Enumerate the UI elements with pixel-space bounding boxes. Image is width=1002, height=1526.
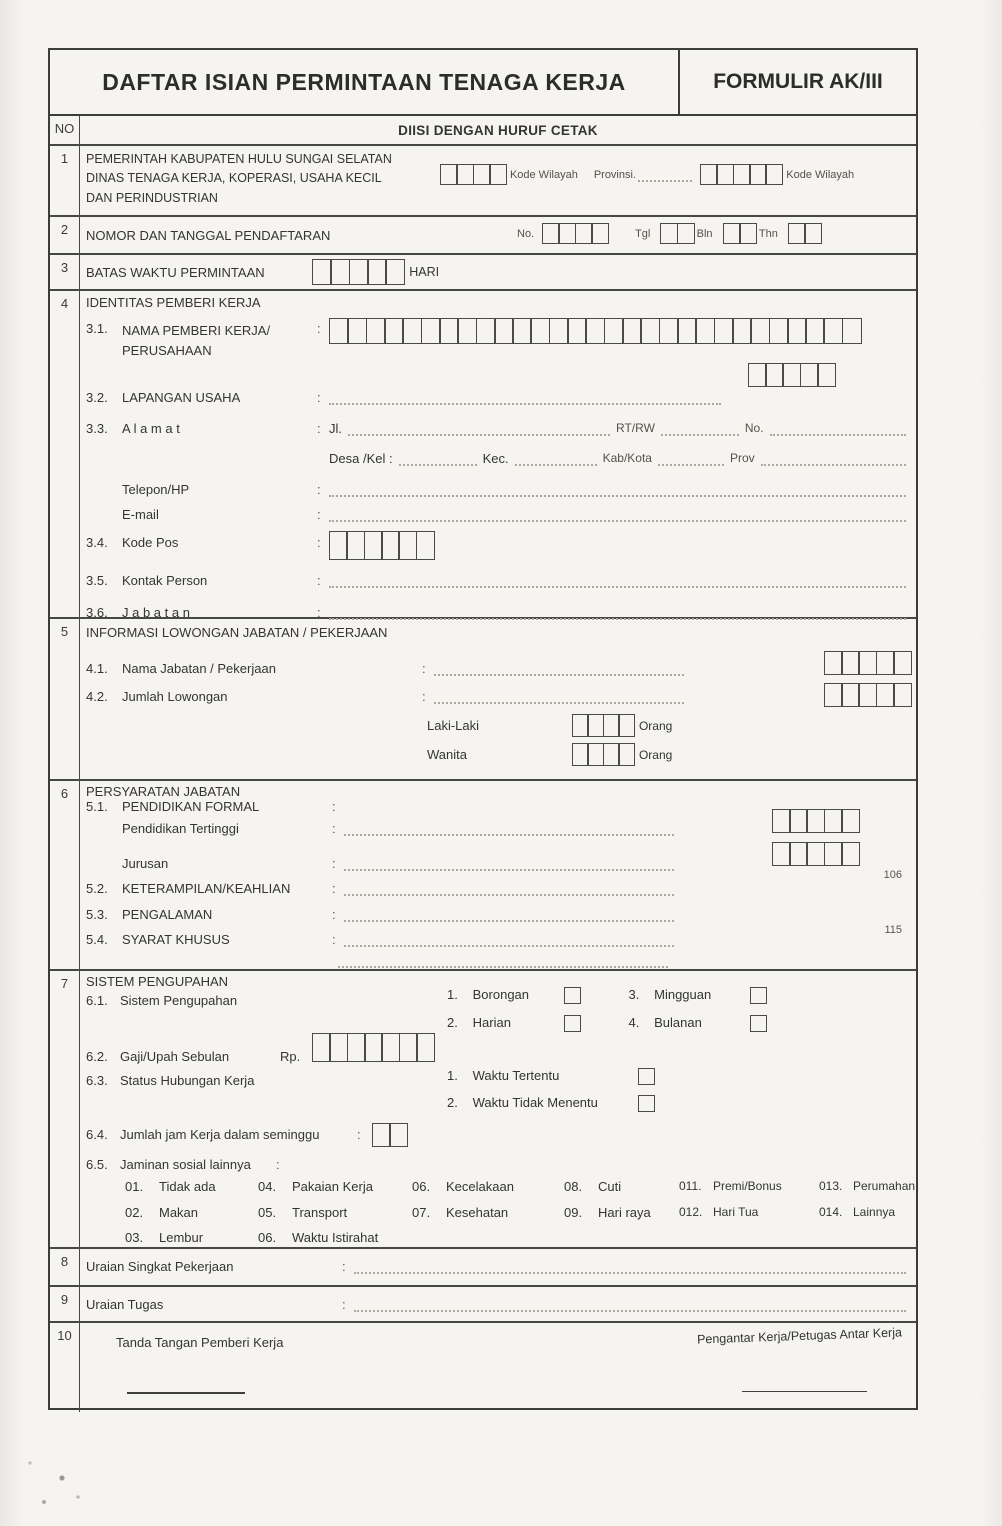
email-label: E-mail xyxy=(122,507,159,522)
mingguan-label: Mingguan xyxy=(654,987,712,1002)
jurusan-fill-line xyxy=(344,856,674,871)
form-header xyxy=(50,50,916,116)
row9-number: 9 xyxy=(50,1287,80,1321)
bulan-boxes xyxy=(723,223,757,244)
kode-wilayah-kab-boxes xyxy=(440,164,507,185)
row7-number: 7 xyxy=(50,971,80,1247)
field-alamat-line2 xyxy=(323,445,916,475)
i52-label: KETERAMPILAN/KEAHLIAN xyxy=(122,881,291,896)
persyaratan-title: PERSYARATAN JABATAN xyxy=(86,784,241,799)
i61-number: 6.1. xyxy=(86,993,108,1008)
jumlah-lowongan-fill-line xyxy=(434,689,684,704)
desa-label: Desa /Kel : xyxy=(329,451,393,466)
keterampilan-code: 106 xyxy=(883,869,902,881)
thn-label: Thn xyxy=(758,227,778,240)
email-fill-line xyxy=(329,507,906,522)
pay-option-row1: 1. Borongan 3. Mingguan xyxy=(447,987,767,1004)
jaminan-kesehatan: Kesehatan xyxy=(446,1205,509,1220)
pengantar-kerja-label: Pengantar Kerja/Petugas Antar Kerja xyxy=(696,1325,903,1347)
hari-label: HARI xyxy=(409,265,440,279)
provinsi-label: Provinsi. xyxy=(593,168,636,181)
prov-label: Prov xyxy=(729,451,755,465)
nama-jabatan-boxes xyxy=(824,651,912,675)
provinsi-fill-line xyxy=(638,167,692,182)
no-label: No. xyxy=(517,227,535,240)
jaminan-transport: Transport xyxy=(292,1205,348,1220)
jumlah-lowongan-boxes xyxy=(824,683,912,707)
i62-label: Gaji/Upah Sebulan xyxy=(120,1049,230,1064)
wanita-orang-label: Orang xyxy=(638,747,673,762)
jurusan-boxes xyxy=(772,842,860,866)
i33-number: 3.3. xyxy=(86,421,108,436)
i65-label: Jaminan sosial lainnya xyxy=(120,1157,251,1172)
bulanan-label: Bulanan xyxy=(654,1015,702,1030)
i42-label: Jumlah Lowongan xyxy=(122,689,228,704)
deadline-fields xyxy=(312,259,439,285)
alamat-no-label: No. xyxy=(744,421,764,435)
waktu-tidak-menentu-checkbox xyxy=(638,1095,655,1112)
field-kode-pos: 3.4. Kode Pos : xyxy=(80,525,916,570)
i31-label: NAMA PEMBERI KERJA/ PERUSAHAAN xyxy=(122,323,271,358)
syarat-khusus-extra-line xyxy=(338,953,916,971)
agency-name xyxy=(86,150,392,208)
nama-pemberi-kerja-boxes xyxy=(329,318,862,344)
pendidikan-boxes xyxy=(772,809,860,833)
desa-fill-line xyxy=(399,451,477,466)
laki-laki-label: Laki-Laki xyxy=(427,718,480,733)
lapangan-usaha-boxes xyxy=(748,363,836,387)
i64-number: 6.4. xyxy=(86,1127,108,1142)
i65-number: 6.5. xyxy=(86,1157,108,1172)
field-pengalaman: 5.3. PENGALAMAN : xyxy=(80,903,916,928)
deadline-boxes xyxy=(312,259,405,285)
wanita-label: Wanita xyxy=(427,747,467,762)
rp-label: Rp. xyxy=(280,1049,301,1064)
field-syarat-khusus: 5.4. SYARAT KHUSUS : xyxy=(80,928,916,953)
jaminan-cuti: Cuti xyxy=(598,1179,622,1194)
tanda-tangan-label: Tanda Tangan Pemberi Kerja xyxy=(116,1335,284,1350)
alamat-no-fill-line xyxy=(770,421,906,436)
bulanan-checkbox xyxy=(750,1015,767,1032)
field-jumlah-lowongan: 4.2. Jumlah Lowongan : xyxy=(80,687,916,711)
field-email: E-mail : xyxy=(80,503,916,525)
registration-label: NOMOR DAN TANGGAL PENDAFTARAN xyxy=(86,228,331,243)
registration-fields xyxy=(517,223,822,244)
i51-number: 5.1. xyxy=(86,799,108,814)
pendidikan-fill-line xyxy=(344,821,674,836)
row-identitas xyxy=(50,291,916,619)
kabkota-label: Kab/Kota xyxy=(602,451,652,465)
row2-number: 2 xyxy=(50,217,80,253)
tgl-label: Tgl xyxy=(635,227,651,240)
i36-number: 3.6. xyxy=(86,605,108,620)
waktu-tidak-menentu-label: Waktu Tidak Menentu xyxy=(472,1095,598,1110)
kabkota-fill-line xyxy=(658,451,724,466)
i32-number: 3.2. xyxy=(86,390,108,405)
field-telepon: Telepon/HP : xyxy=(80,475,916,503)
row1-number: 1 xyxy=(50,146,80,215)
field-lapangan-usaha: 3.2. LAPANGAN USAHA : xyxy=(80,378,916,415)
agency-line3: DAN PERINDUSTRIAN xyxy=(86,190,218,205)
no-column-header: NO xyxy=(50,116,80,144)
uraian-tugas-fill-line xyxy=(354,1297,906,1312)
i35-label: Kontak Person xyxy=(122,573,208,588)
syarat-khusus-fill-line xyxy=(344,932,674,947)
jaminan-waktu-istirahat: Waktu Istirahat xyxy=(292,1230,379,1245)
row10-number: 10 xyxy=(50,1323,80,1412)
field-wanita xyxy=(427,740,916,769)
agency-line1: PEMERINTAH KABUPATEN HULU SUNGAI SELATAN xyxy=(86,152,392,166)
kec-fill-line xyxy=(515,451,597,466)
jaminan-premi-bonus: Premi/Bonus xyxy=(713,1179,782,1193)
uraian-singkat-fill-line xyxy=(354,1259,906,1274)
tanggal-boxes xyxy=(660,223,694,244)
field-nama-jabatan: 4.1. Nama Jabatan / Pekerjaan : xyxy=(80,649,916,687)
form-ak3 xyxy=(48,48,918,1410)
i34-number: 3.4. xyxy=(86,535,108,550)
row-agency xyxy=(50,146,916,217)
jaminan-perumahan: Perumahan xyxy=(853,1179,916,1193)
field-jabatan: 3.6. J a b a t a n : xyxy=(80,603,916,623)
kode-pos-boxes xyxy=(329,531,435,560)
i32-label: LAPANGAN USAHA xyxy=(122,390,241,405)
registration-number-boxes xyxy=(542,223,609,244)
jurusan-label: Jurusan xyxy=(122,856,169,871)
i63-label: Status Hubungan Kerja xyxy=(120,1073,255,1088)
i41-number: 4.1. xyxy=(86,661,108,676)
jl-label: Jl. xyxy=(329,421,342,436)
i36-label: J a b a t a n xyxy=(122,605,190,620)
pengalaman-fill-line xyxy=(344,907,674,922)
i61-label: Sistem Pengupahan xyxy=(120,993,238,1008)
prov-fill-line xyxy=(761,451,906,466)
i51-label: PENDIDIKAN FORMAL xyxy=(122,799,260,814)
jaminan-makan: Makan xyxy=(159,1205,199,1220)
pengupahan-title: SISTEM PENGUPAHAN xyxy=(86,974,229,989)
lowongan-title: INFORMASI LOWONGAN JABATAN / PEKERJAAN xyxy=(86,625,388,640)
row-signatures xyxy=(50,1323,916,1412)
i54-number: 5.4. xyxy=(86,932,108,947)
jaminan-hari-tua: Hari Tua xyxy=(713,1205,759,1219)
region-code-group xyxy=(440,164,854,185)
field-nama-pemberi-kerja: 3.1. NAMA PEMBERI KERJA/ PERUSAHAAN : xyxy=(80,311,916,378)
jaminan-row1: 01. Tidak ada 04. Pakaian Kerja 06. Kecelakaan 08. Cuti 011. Premi/Bonus 013. Perumahan xyxy=(125,1179,916,1194)
jaminan-lembur: Lembur xyxy=(159,1230,204,1245)
harian-label: Harian xyxy=(472,1015,511,1030)
i33-label: A l a m a t xyxy=(122,421,180,436)
borongan-label: Borongan xyxy=(472,987,530,1002)
uraian-singkat-label: Uraian Singkat Pekerjaan xyxy=(86,1259,234,1274)
row-lowongan xyxy=(50,619,916,781)
jaminan-pakaian-kerja: Pakaian Kerja xyxy=(292,1179,373,1194)
jaminan-kecelakaan: Kecelakaan xyxy=(446,1179,514,1194)
field-pendidikan-tertinggi: Pendidikan Tertinggi : xyxy=(80,821,916,850)
field-keterampilan: 5.2. KETERAMPILAN/KEAHLIAN : xyxy=(80,876,916,903)
field-alamat: 3.3. A l a m a t : Jl. RT/RW No. xyxy=(80,415,916,445)
instruction-text: DIISI DENGAN HURUF CETAK xyxy=(398,122,598,138)
jaminan-lainnya: Lainnya xyxy=(853,1205,896,1219)
row6-number: 6 xyxy=(50,781,80,969)
i31-number: 3.1. xyxy=(86,321,108,336)
jaminan-hari-raya: Hari raya xyxy=(598,1205,651,1220)
pendidikan-tertinggi-label: Pendidikan Tertinggi xyxy=(122,821,239,836)
waktu-tertentu-label: Waktu Tertentu xyxy=(472,1068,560,1083)
signature-line-left xyxy=(127,1392,245,1394)
borongan-checkbox xyxy=(564,987,581,1004)
signature-line-right xyxy=(742,1391,867,1392)
field-laki-laki xyxy=(427,711,916,740)
row-pengupahan: 7 SISTEM PENGUPAHAN 6.1. Sistem Pengupahan 1. Borongan 3. Mingguan 2. Harian 4. Bulanan 6.2. Gaji/Upah Sebulan Rp. 6.3. Status Hubungan Kerja 1. Waktu Tertentu 2. Waktu Tidak Menentu 6.4. Jumlah jam Kerja dalam seminggu : 6.5. Jaminan sosial lainnya : 01. Tidak ada 04. Pakaian Kerja 06. Kecelakaan 08. Cuti 011. Premi/Bonus 013. Perumahan 02. Makan 05. Transport 07. Kesehatan 09. Hari raya 012. Hari Tua 014. Lainnya 03. Lembur 06. Waktu Istirahat xyxy=(50,971,916,1249)
agency-line2: DINAS TENAGA KERJA, KOPERASI, USAHA KECIL xyxy=(86,171,382,186)
laki-orang-label: Orang xyxy=(638,718,673,733)
kode-wilayah2-label: Kode Wilayah xyxy=(786,168,855,181)
harian-checkbox xyxy=(564,1015,581,1032)
row-registration xyxy=(50,217,916,255)
form-code: FORMULIR AK/III xyxy=(678,50,916,114)
syarat-khusus-code: 115 xyxy=(884,924,902,936)
nama-jabatan-fill-line xyxy=(434,661,684,676)
rtrw-label: RT/RW xyxy=(616,421,655,435)
jalan-fill-line xyxy=(348,421,610,436)
pay-option-row2: 2. Harian 4. Bulanan xyxy=(447,1015,767,1032)
row4-number: 4 xyxy=(50,291,80,617)
telepon-fill-line xyxy=(329,482,906,497)
deadline-label: BATAS WAKTU PERMINTAAN xyxy=(86,265,265,280)
i53-label: PENGALAMAN xyxy=(122,907,213,922)
i41-label: Nama Jabatan / Pekerjaan xyxy=(122,661,276,676)
i52-number: 5.2. xyxy=(86,881,108,896)
i35-number: 3.5. xyxy=(86,573,108,588)
kontak-person-fill-line xyxy=(329,573,906,588)
identitas-title: IDENTITAS PEMBERI KERJA xyxy=(86,295,261,310)
mingguan-checkbox xyxy=(750,987,767,1004)
row-uraian-tugas: 9 Uraian Tugas : xyxy=(50,1287,916,1323)
waktu-tertentu-checkbox xyxy=(638,1068,655,1085)
gaji-boxes xyxy=(312,1033,435,1062)
i34-label: Kode Pos xyxy=(122,535,179,550)
row5-number: 5 xyxy=(50,619,80,779)
keterampilan-fill-line xyxy=(344,881,674,896)
row-persyaratan xyxy=(50,781,916,971)
i54-label: SYARAT KHUSUS xyxy=(122,932,230,947)
bln-label: Bln xyxy=(696,227,713,240)
jaminan-tidak-ada: Tidak ada xyxy=(159,1179,216,1194)
tahun-boxes xyxy=(788,223,822,244)
kode-wilayah-label: Kode Wilayah xyxy=(509,168,578,181)
row-uraian-singkat: 8 Uraian Singkat Pekerjaan : xyxy=(50,1249,916,1287)
status-option-row1: 1. Waktu Tertentu xyxy=(447,1068,655,1085)
field-kontak-person: 3.5. Kontak Person : xyxy=(80,570,916,603)
field-jurusan: Jurusan : xyxy=(80,850,916,876)
instruction-row xyxy=(50,116,916,146)
rtrw-fill-line xyxy=(661,421,739,436)
field-pendidikan-formal: 5.1. PENDIDIKAN FORMAL : xyxy=(86,799,336,814)
i62-number: 6.2. xyxy=(86,1049,108,1064)
jaminan-row2: 02. Makan 05. Transport 07. Kesehatan 09. Hari raya 012. Hari Tua 014. Lainnya xyxy=(125,1205,896,1220)
i64-label: Jumlah jam Kerja dalam seminggu xyxy=(120,1127,320,1142)
telepon-label: Telepon/HP xyxy=(122,482,190,497)
kode-wilayah-prov-boxes xyxy=(700,164,783,185)
form-title: DAFTAR ISIAN PERMINTAAN TENAGA KERJA xyxy=(102,68,626,95)
kec-label: Kec. xyxy=(482,451,509,466)
jabatan-fill-line xyxy=(329,605,906,620)
jam-kerja-boxes xyxy=(372,1123,408,1147)
row-deadline xyxy=(50,255,916,291)
lapangan-usaha-fill-line xyxy=(329,390,721,405)
i42-number: 4.2. xyxy=(86,689,108,704)
wanita-boxes xyxy=(572,743,635,766)
i53-number: 5.3. xyxy=(86,907,108,922)
row8-number: 8 xyxy=(50,1249,80,1285)
jaminan-row3: 03. Lembur 06. Waktu Istirahat xyxy=(125,1230,379,1245)
laki-laki-boxes xyxy=(572,714,635,737)
uraian-tugas-label: Uraian Tugas xyxy=(86,1297,164,1312)
i63-number: 6.3. xyxy=(86,1073,108,1088)
status-option-row2: 2. Waktu Tidak Menentu xyxy=(447,1095,655,1112)
row3-number: 3 xyxy=(50,255,80,289)
